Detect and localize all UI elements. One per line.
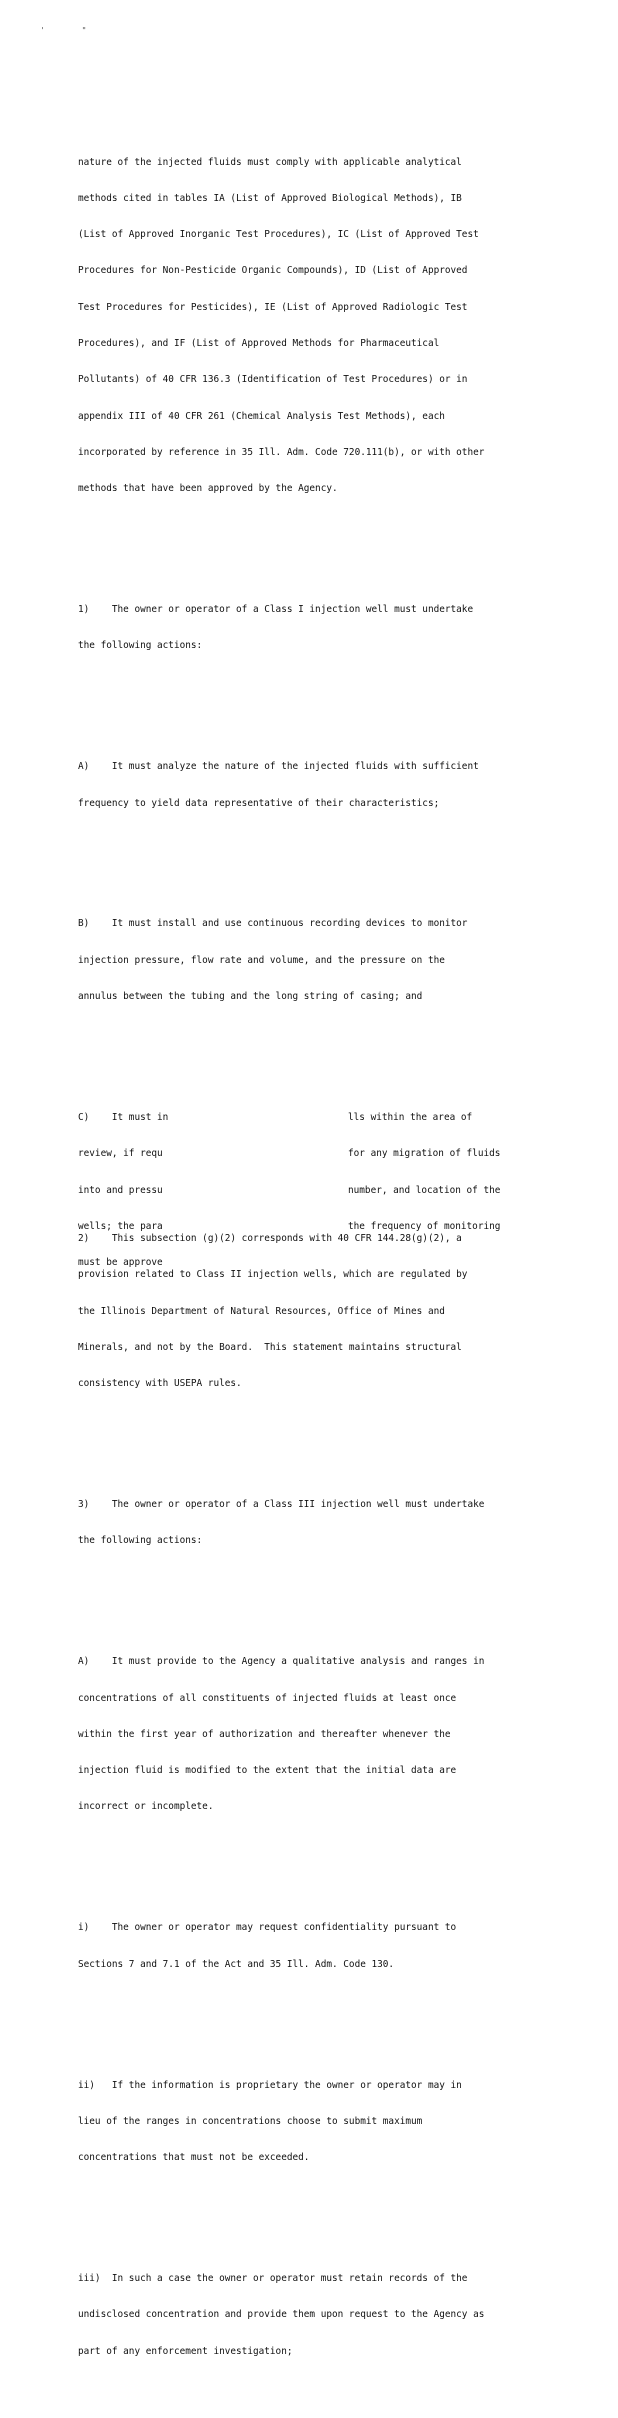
text-line: methods that have been approved by the Agency. (78, 483, 338, 495)
text-line: concentrations of all constituents of injected fluids at least once (78, 1692, 457, 1704)
text-line: the following actions: (78, 1535, 203, 1547)
text-line: 3) The owner or operator of a Class III injection well must undertake (78, 1499, 485, 1510)
text-line: iii) In such a case the owner or operator must retain records of the (78, 2273, 468, 2284)
text-line: frequency to yield data representative of their characteristics; (78, 797, 440, 809)
item-c-right-fragment (348, 1088, 500, 1257)
text-line: for any migration of fluids (348, 1148, 501, 1160)
text-line: ii) If the information is proprietary the owner or operator may in (78, 2079, 462, 2091)
paragraph-item-3 (78, 1475, 548, 1572)
text-line: Minerals, and not by the Board. This statement maintains structural (78, 1341, 462, 1353)
text-line: number, and location of the (348, 1184, 501, 1196)
paragraph-intro (78, 132, 548, 519)
text-line: C) It must in (78, 1111, 169, 1123)
text-line: Test Procedures for Pesticides), IE (List of Approved Radiologic Test (78, 301, 468, 313)
text-line: incorrect or incomplete. (78, 1801, 214, 1813)
text-line: the Illinois Department of Natural Resources, Office of Mines and (78, 1305, 445, 1317)
text-line: concentrations that must not be exceeded. (78, 2152, 310, 2164)
text-line: into and pressu (78, 1184, 163, 1196)
paragraph-item-3-a-ii (78, 2055, 548, 2188)
text-line: i) The owner or operator may request confidentiality pursuant to (78, 1922, 457, 1934)
paragraph-item-3-a-i (78, 1898, 548, 1995)
text-line: review, if requ (78, 1148, 163, 1160)
text-line: injection fluid is modified to the extent that the initial data are (78, 1765, 457, 1777)
header-marks (40, 26, 116, 35)
text-line: 2) This subsection (g)(2) corresponds with 40 CFR 144.28(g)(2), a (78, 1232, 462, 1244)
text-line: (List of Approved Inorganic Test Procedures), IC (List of Approved Test (78, 229, 479, 241)
paragraph-item-1 (78, 580, 548, 677)
text-line: must be approve (78, 1257, 163, 1269)
paragraph-item-1-a (78, 737, 548, 834)
text-line: the following actions: (78, 640, 203, 652)
text-line: consistency with USEPA rules. (78, 1378, 242, 1390)
text-line: A) It must analyze the nature of the injected fluids with sufficient (78, 761, 479, 773)
item-c-left-fragment (78, 1088, 168, 1294)
text-line: incorporated by reference in 35 Ill. Adm. Code 720.111(b), or with other (78, 446, 485, 458)
text-line: Procedures), and IF (List of Approved Methods for Pharmaceutical (78, 337, 440, 349)
text-line: appendix III of 40 CFR 261 (Chemical Analysis Test Methods), each (78, 410, 445, 422)
text-line: annulus between the tubing and the long string of casing; and (78, 991, 423, 1003)
text-line: within the first year of authorization and thereafter whenever the (78, 1728, 451, 1740)
text-line: lieu of the ranges in concentrations choose to submit maximum (78, 2115, 423, 2127)
text-line: methods cited in tables IA (List of Approved Biological Methods), IB (78, 192, 462, 204)
text-line: nature of the injected fluids must comply with applicable analytical (78, 156, 462, 168)
text-line: A) It must provide to the Agency a qualitative analysis and ranges in (78, 1656, 485, 1668)
header-mark: " (81, 26, 89, 35)
text-line: the frequency of monitoring (348, 1220, 501, 1232)
text-line: part of any enforcement investigation; (78, 2345, 293, 2357)
paragraph-item-3-a (78, 1632, 548, 1838)
text-line: B) It must install and use continuous recording devices to monitor (78, 918, 468, 930)
text-line: injection pressure, flow rate and volume, and the pressure on the (78, 954, 445, 966)
document-body (78, 84, 548, 2418)
text-line: Pollutants) of 40 CFR 136.3 (Identification of Test Procedures) or in (78, 374, 468, 386)
text-line: lls within the area of (348, 1111, 473, 1123)
text-line: 1) The owner or operator of a Class I injection well must undertake (78, 604, 474, 616)
paragraph-item-1-b (78, 894, 548, 1027)
text-line: Sections 7 and 7.1 of the Act and 35 Ill. Adm. Code 130. (78, 1958, 395, 1970)
header-mark: ' (40, 26, 47, 35)
text-line: wells; the para (78, 1220, 163, 1232)
text-line: provision related to Class II injection wells, which are regulated by (78, 1269, 468, 1281)
text-line: undisclosed concentration and provide them upon request to the Agency as (78, 2309, 485, 2321)
text-line: Procedures for Non-Pesticide Organic Compounds), ID (List of Approved (78, 265, 468, 277)
paragraph-item-3-a-iii (78, 2249, 548, 2382)
